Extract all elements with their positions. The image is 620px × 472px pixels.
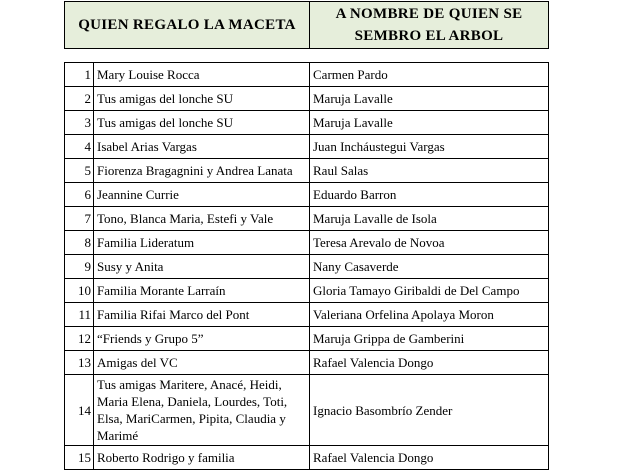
- row-number: 2: [65, 87, 94, 111]
- giver-cell: Mary Louise Rocca: [94, 63, 310, 87]
- name-cell: Maruja Lavalle de Isola: [310, 207, 549, 231]
- table-row: [65, 446, 549, 470]
- giver-cell: Familia Lideratum: [94, 231, 310, 255]
- name-cell: Nany Casaverde: [310, 255, 549, 279]
- table-row: [65, 159, 549, 183]
- table-row: [65, 111, 549, 135]
- table-row: [65, 87, 549, 111]
- table-row: [65, 255, 549, 279]
- giver-cell: Isabel Arias Vargas: [94, 135, 310, 159]
- giver-cell: Susy y Anita: [94, 255, 310, 279]
- giver-cell: Tus amigas Maritere, Anacé, Heidi, Maria Elena, Daniela, Lourdes, Toti, Elsa, MariCarmen, Pipita, Claudia y Marimé: [94, 375, 310, 446]
- header-name: A NOMBRE DE QUIEN SE SEMBRO EL ARBOL: [310, 2, 549, 49]
- name-cell: Eduardo Barron: [310, 183, 549, 207]
- table-row: [65, 183, 549, 207]
- row-number: 6: [65, 183, 94, 207]
- table-row: [65, 231, 549, 255]
- name-cell: Ignacio Basombrío Zender: [310, 375, 549, 446]
- name-cell: Gloria Tamayo Giribaldi de Del Campo: [310, 279, 549, 303]
- data-table: [64, 62, 549, 470]
- name-cell: Valeriana Orfelina Apolaya Moron: [310, 303, 549, 327]
- giver-cell: “Friends y Grupo 5”: [94, 327, 310, 351]
- giver-cell: Tus amigas del lonche SU: [94, 111, 310, 135]
- name-cell: Maruja Lavalle: [310, 87, 549, 111]
- name-cell: Juan Incháustegui Vargas: [310, 135, 549, 159]
- header-row: [65, 2, 549, 49]
- giver-cell: Roberto Rodrigo y familia: [94, 446, 310, 470]
- row-number: 14: [65, 375, 94, 446]
- row-number: 8: [65, 231, 94, 255]
- table-row: [65, 327, 549, 351]
- giver-cell: Familia Morante Larraín: [94, 279, 310, 303]
- name-cell: Maruja Lavalle: [310, 111, 549, 135]
- giver-cell: Amigas del VC: [94, 351, 310, 375]
- name-cell: Rafael Valencia Dongo: [310, 351, 549, 375]
- row-number: 7: [65, 207, 94, 231]
- giver-cell: Fiorenza Bragagnini y Andrea Lanata: [94, 159, 310, 183]
- header-giver: QUIEN REGALO LA MACETA: [65, 2, 310, 49]
- table-row: [65, 135, 549, 159]
- giver-cell: Tus amigas del lonche SU: [94, 87, 310, 111]
- name-cell: Teresa Arevalo de Novoa: [310, 231, 549, 255]
- giver-cell: Jeannine Currie: [94, 183, 310, 207]
- row-number: 12: [65, 327, 94, 351]
- table-row: [65, 279, 549, 303]
- giver-cell: Tono, Blanca Maria, Estefi y Vale: [94, 207, 310, 231]
- name-cell: Maruja Grippa de Gamberini: [310, 327, 549, 351]
- name-cell: Rafael Valencia Dongo: [310, 446, 549, 470]
- table-row: [65, 63, 549, 87]
- table-row: [65, 351, 549, 375]
- row-number: 4: [65, 135, 94, 159]
- header-table: [64, 1, 549, 49]
- name-cell: Raul Salas: [310, 159, 549, 183]
- row-number: 5: [65, 159, 94, 183]
- row-number: 9: [65, 255, 94, 279]
- row-number: 15: [65, 446, 94, 470]
- table-row: [65, 207, 549, 231]
- table-row: [65, 375, 549, 446]
- table-row: [65, 303, 549, 327]
- row-number: 10: [65, 279, 94, 303]
- giver-cell: Familia Rifai Marco del Pont: [94, 303, 310, 327]
- name-cell: Carmen Pardo: [310, 63, 549, 87]
- row-number: 3: [65, 111, 94, 135]
- row-number: 13: [65, 351, 94, 375]
- row-number: 11: [65, 303, 94, 327]
- row-number: 1: [65, 63, 94, 87]
